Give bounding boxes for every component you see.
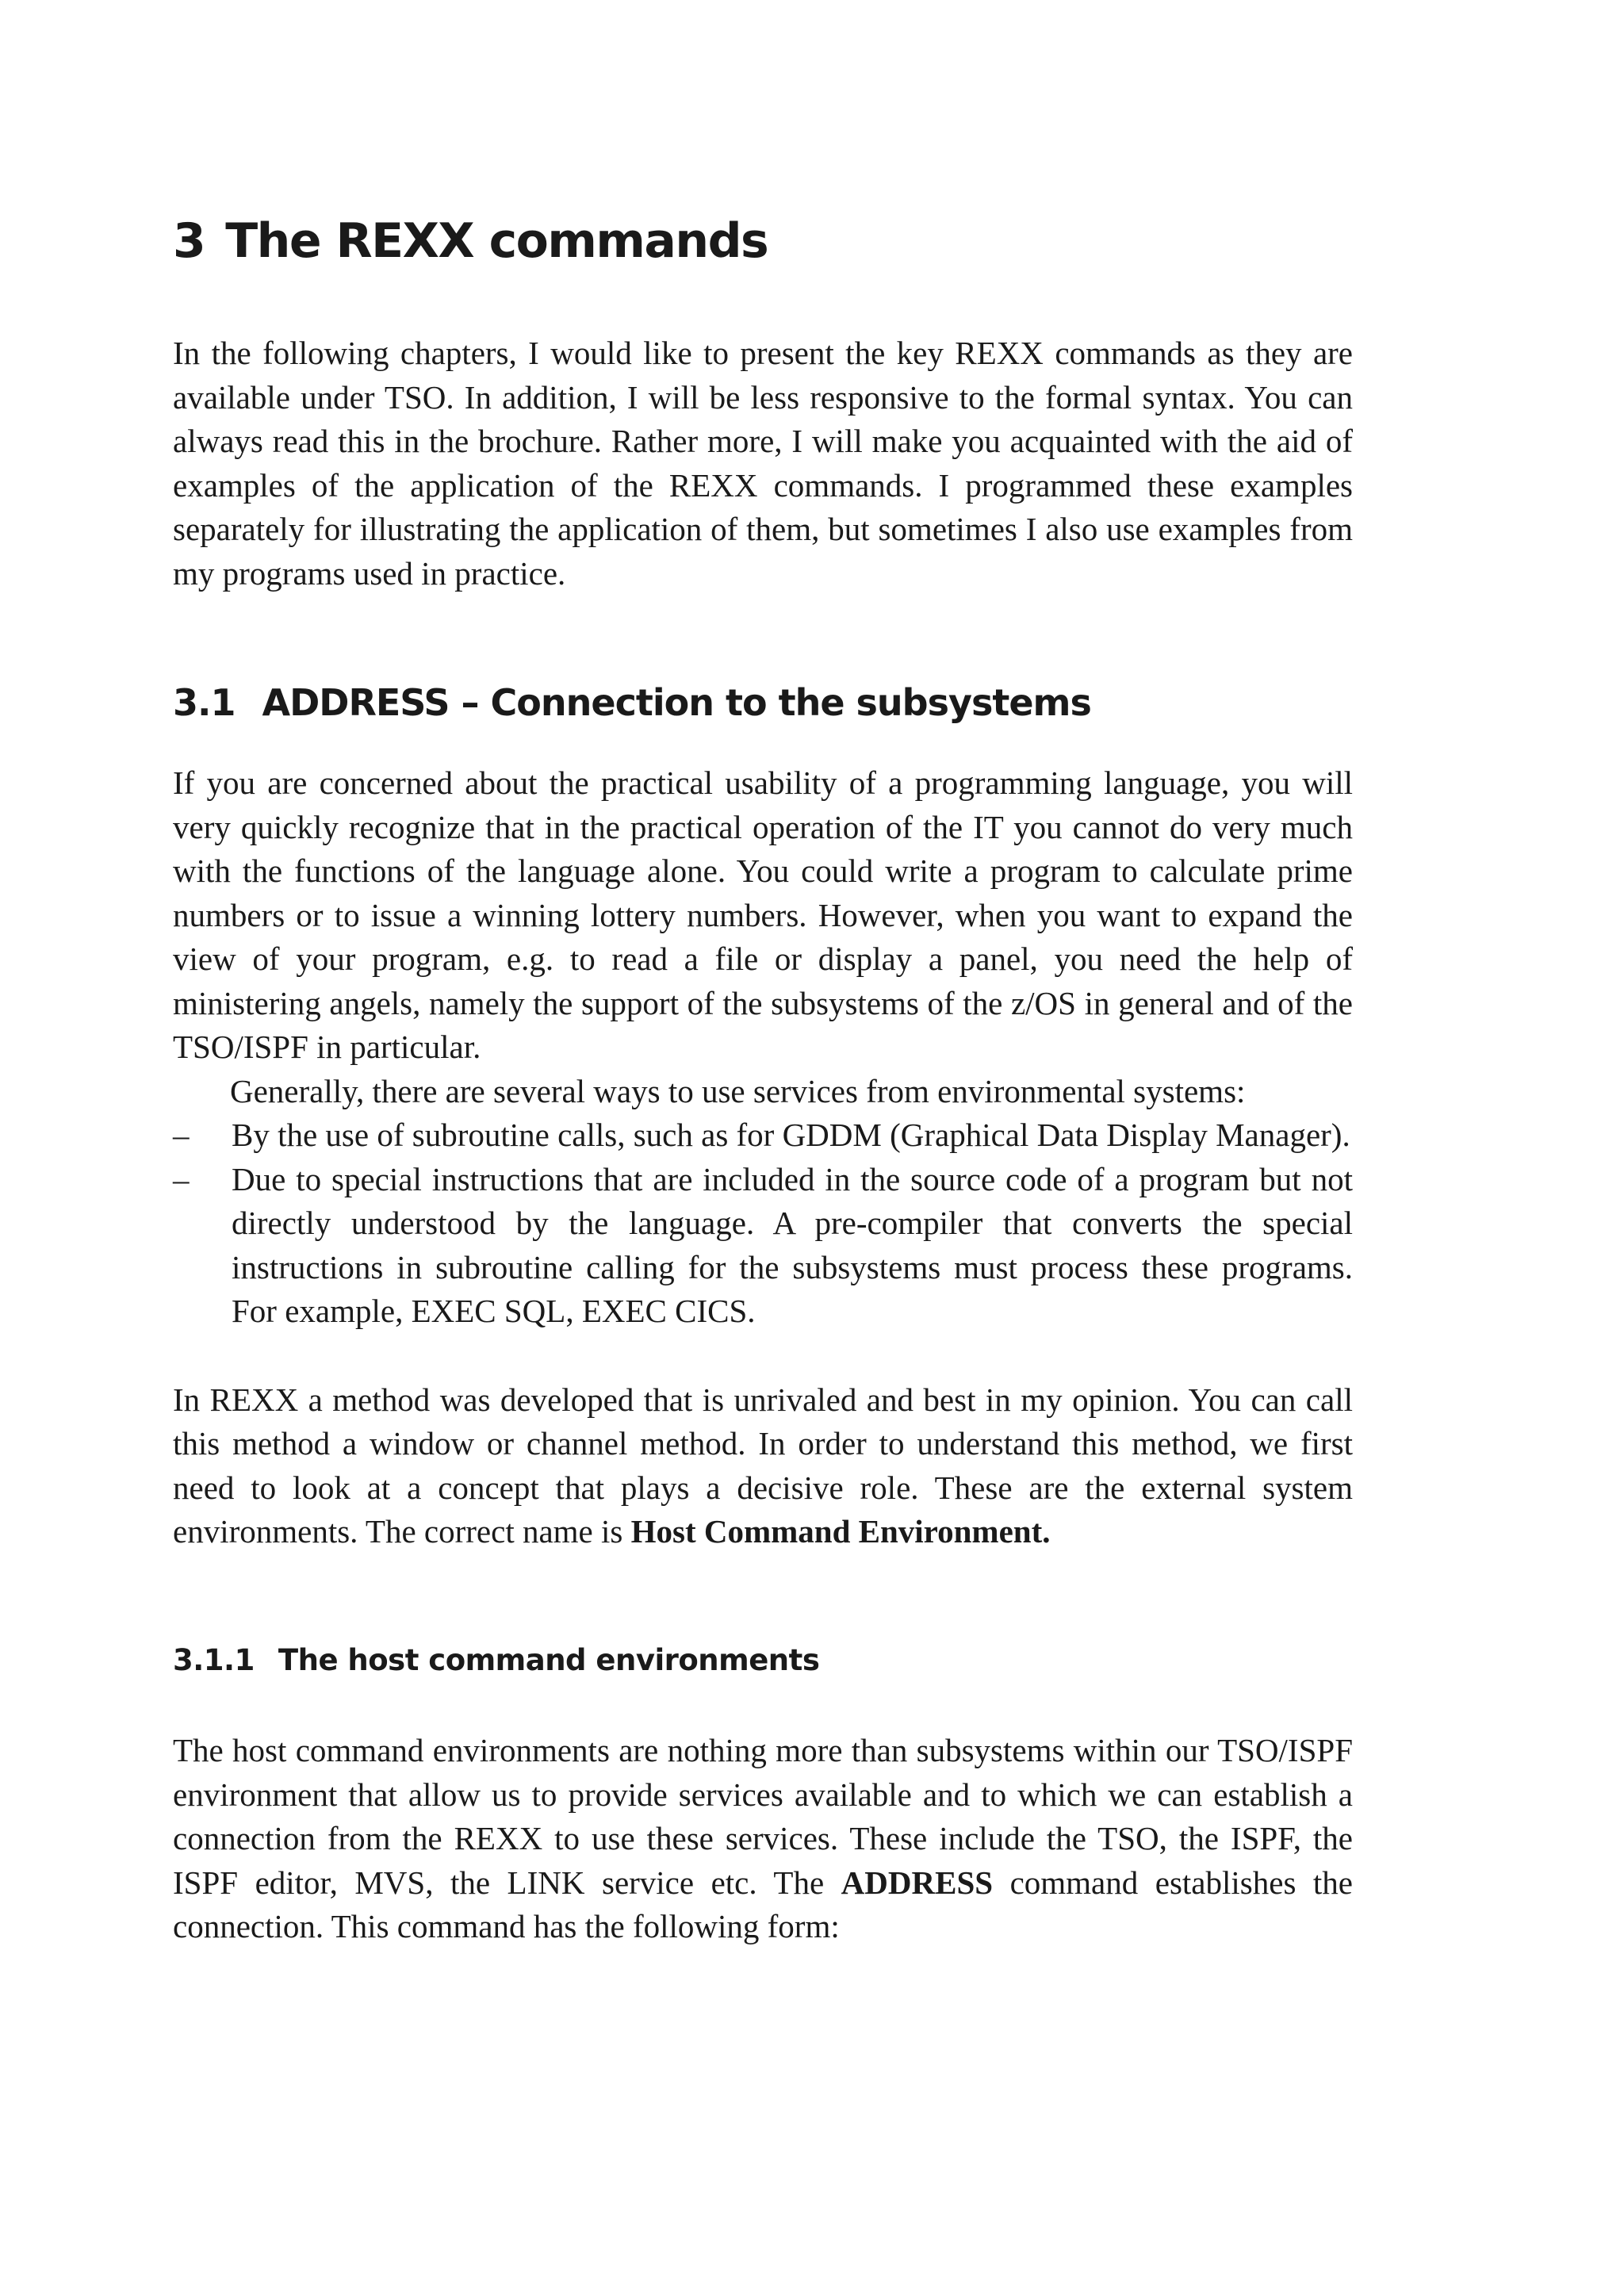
list-dash: –	[173, 1117, 190, 1154]
host-command-environment-term: Host Command Environment.	[630, 1513, 1051, 1550]
subsection-title: The host command environments	[278, 1642, 820, 1677]
section-paragraph-3-text: In REXX a method was developed that is unrivaled and best in my opinion. You can call this method a window or channel method. In order to understand this method, we first need to look at a concept that plays a decisive role. These are the external system environments. The correct name is	[173, 1381, 1353, 1550]
chapter-number: 3	[173, 213, 205, 269]
section-title: ADDRESS – Connection to the subsystems	[262, 681, 1091, 724]
environment-ways-list	[173, 1113, 1353, 1334]
section-paragraph-3	[173, 1378, 1353, 1554]
address-command-term: ADDRESS	[841, 1864, 994, 1901]
intro-paragraph: In the following chapters, I would like to present the key REXX commands as they are available under TSO. In addition, I will be less responsive to the formal syntax. You can always read this in the brochure. Rather more, I will make you acquainted with the aid of examples of the application of the REXX commands. I programmed these examples separately for illustrating the application of them, but sometimes I also use examples from my programs used in practice.	[173, 335, 1353, 592]
section-paragraph-2: Generally, there are several ways to use services from environmental systems:	[230, 1072, 1246, 1109]
chapter-title: The REXX commands	[225, 213, 768, 269]
list-item-text: Due to special instructions that are included in the source code of a program but not directly understood by the language. A pre-compiler that converts the special instructions in subroutine calling for the subsystems must process these programs. For example, EXEC SQL, EXEC CICS.	[232, 1160, 1353, 1330]
list-item-text: By the use of subroutine calls, such as for GDDM (Graphical Data Display Manager).	[232, 1117, 1350, 1154]
subsection-paragraph	[173, 1729, 1353, 1949]
subsection-paragraph-part2: command establishes the connection. This command has the following form:	[173, 1864, 1354, 1945]
subsection-paragraph-part1: The host command environments are nothing more than subsystems within our TSO/ISPF environment that allow us to provide services available and to which we can establish a connection from the REXX to use these services. These include the TSO, the ISPF, the ISPF editor, MVS, the LINK service etc. The	[173, 1732, 1353, 1901]
list-item	[173, 1113, 1353, 1158]
section-number: 3.1	[173, 681, 236, 724]
subsection-heading	[173, 1643, 1353, 1678]
section-heading	[173, 681, 1353, 725]
section-paragraph-1: If you are concerned about the practical usability of a programming language, you will very quickly recognize that in the practical operation of the IT you cannot do very much with the functions of the language alone. You could write a program to calculate prime numbers or to issue a winning lottery numbers. However, when you want to expand the view of your program, e.g. to read a file or display a panel, you need the help of ministering angels, namely the support of the subsystems of the z/OS in general and of the TSO/ISPF in particular.	[173, 764, 1353, 1066]
page-content	[173, 213, 1353, 1949]
list-dash: –	[173, 1160, 190, 1197]
subsection-number: 3.1.1	[173, 1642, 255, 1677]
list-item	[173, 1158, 1353, 1334]
chapter-heading	[173, 213, 1353, 270]
